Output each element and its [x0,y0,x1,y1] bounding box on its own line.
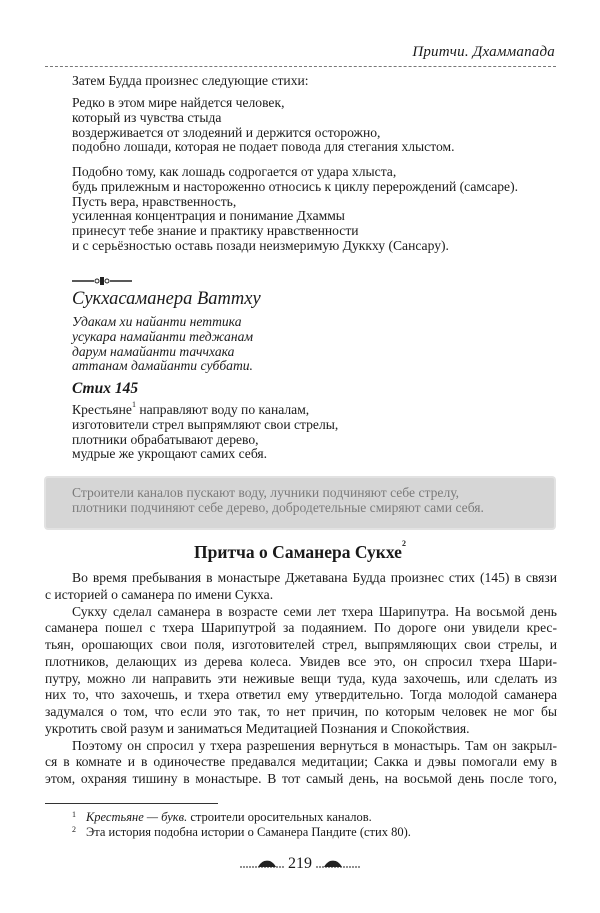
paragraph-line: с историей о саманера по имени Сукха. [45,586,274,602]
text-line: который из чувства стыда [72,109,222,125]
stanza-first-word: Крестьяне [72,402,132,417]
page-number [0,854,600,874]
text-line: плотники обрабатывают дерево, [72,431,259,447]
running-header: Притчи. Дхаммапада [412,44,555,60]
text-line: Редко в этом мире найдется человек, [72,95,285,110]
ornament-right-icon [316,859,360,869]
text-line: Подобно тому, как лошадь содрогается от удара хлыста, [72,164,397,179]
text-line: Строители каналов пускают воду, лучники подчиняют себе стрелу, [72,485,460,500]
page-number-text: 219 [288,855,312,872]
footnote-mark: 1 [72,810,76,819]
pali-title: Сукхасаманера Ваттху [72,289,261,309]
text-line: и с серьёзностью оставь позади неизмеримую Дуккху (Сансару). [72,237,449,253]
text-line: дарум намайанти таччхака [72,343,235,359]
footnote-text: строители оросительных каналов. [187,810,372,824]
footnote-1 [72,810,411,825]
text-line: Удакам хи найанти неттика [72,314,242,329]
text-line: усукара намайанти теджанам [72,328,254,344]
paragraph-line: путру, можно ли направить эти неживые вещи туда, куда захочешь, или сделать из [45,670,557,686]
text-line: аттанам дамайанти суббати. [72,358,253,374]
text-line: будь прилежным и настороженно относись к циклу перерождений (самсаре). [72,178,518,194]
footnote-ref[interactable]: 2 [401,539,406,548]
paragraph-line: ся в комнате и в одиночестве предавался медитации; Сакка и дэвы помогали ему в [45,754,557,770]
paragraph-line: укротить свой разум и заниматься Медитацией Познания и Спокойствия. [45,720,470,736]
text-line: усиленная концентрация и понимание Дхаммы [72,208,345,224]
text-line: принесут тебе знание и практику нравственности [72,223,359,239]
paragraph-line: задумался о том, что если это так, то нет причин, по которым человек не мог бы [45,704,557,719]
footnote-rule [45,803,218,804]
text-line: воздерживается от злодеяний и держится осторожно, [72,124,381,140]
paragraph-line: этом, охраняя тишину в монастыре. В тот самый день, на восьмой день после того, [45,771,557,786]
paragraph-line: тьян, орошающих свои поля, изготовителей стрел, выпрямляющих свои стрелы, и [45,637,557,652]
stanza-title: Стих 145 [72,380,139,397]
paragraph-line: них то, что захочешь, и тхера ответил ему утвердительно. Тогда молодой саманера [45,687,557,703]
paragraph-line: саманера пошел с тхера Шарипутрой за подаянием. По дороге они увидели крес- [45,620,557,636]
story-title-text: Притча о Саманера Сукхе [194,542,402,562]
paragraph-line: Во время пребывания в монастыре Джетавана Будда произнес стих (145) в связи [72,570,557,585]
story-title [0,539,600,562]
stanza-translation [72,400,339,462]
paragraph-line: Поэтому он спросил у тхера разрешения вернуться в монастырь. Там он закрыл- [72,737,557,753]
text-line: изготовители стрел выпрямляют свои стрелы, [72,416,339,432]
stanza-line [72,400,338,418]
section-ornament [72,276,132,286]
header-rule [45,66,556,67]
text-line: мудрые же укрощают самих себя. [72,446,268,462]
footnote-mark: 2 [72,825,76,834]
verse-1 [72,96,455,155]
footnote-term: Крестьяне — букв. [86,810,188,824]
story-body [45,570,557,788]
pali-verse [72,315,253,374]
summary-text [72,486,484,516]
verse-2 [72,165,518,254]
footnote-text: Эта история подобна истории о Саманера Пандите (стих 80). [86,825,411,839]
paragraph-line: плотников, делающих из дерева колеса. Увидев все это, он спросил тхера Шари- [45,653,557,669]
footnote-2 [72,825,411,840]
intro-line: Затем Будда произнес следующие стихи: [72,73,309,88]
text-line: плотники подчиняют себе дерево, добродетельные смиряют сами себя. [72,499,484,515]
ornament-left-icon [240,859,284,869]
stanza-rest [72,418,338,462]
stanza-first-rest: направляют воду по каналам, [135,402,310,417]
footnote-ref[interactable]: 1 [131,400,136,409]
text-line: подобно лошади, которая не подает повода для стегания хлыстом. [72,139,455,155]
text-line: Пусть вера, нравственность, [72,193,237,209]
footnotes [72,810,411,840]
paragraph-line: Сукху сделал саманера в возрасте семи лет тхера Шарипутра. На восьмой день [72,603,557,619]
